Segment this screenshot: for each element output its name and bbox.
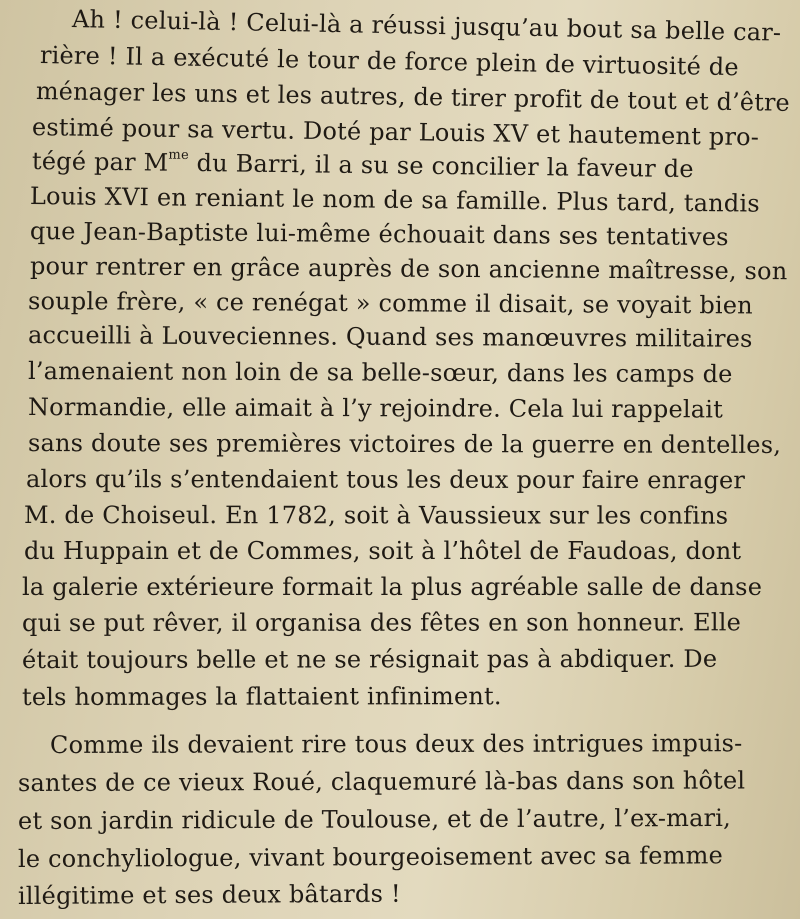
text-line: souple frère, « ce renégat » comme il disait, se voyait bien xyxy=(27,287,753,320)
text-line: et son jardin ridicule de Toulouse, et de l’autre, l’ex-mari, xyxy=(17,803,732,835)
text-line: Ah ! celui-là ! Celui-là a réussi jusqu’au bout sa belle car- xyxy=(71,5,782,47)
text-line: accueilli à Louveciennes. Quand ses manœuvres militaires xyxy=(27,321,753,353)
text-line: ménager les uns et les autres, de tirer profit de tout et d’être xyxy=(35,77,791,117)
text-line xyxy=(32,146,694,184)
text-segment: du Barri, il a su se concilier la faveur de xyxy=(188,148,694,184)
text-line: Normandie, elle aimait à l’y rejoindre. Cela lui rappelait xyxy=(27,393,724,424)
text-line: que Jean-Baptiste lui-même échouait dans ses tentatives xyxy=(29,217,729,252)
text-line: tels hommages la flattaient infiniment. xyxy=(21,682,502,711)
text-line: estimé pour sa vertu. Doté par Louis XV et hautement pro- xyxy=(31,113,760,152)
text-line: santes de ce vieux Roué, claquemuré là-bas dans son hôtel xyxy=(17,766,746,797)
text-line: Comme ils devaient rire tous deux des intrigues impuis- xyxy=(49,729,743,759)
text-segment: tégé par M xyxy=(31,147,169,177)
text-line: illégitime et ses deux bâtards ! xyxy=(17,879,401,910)
text-line: l’amenaient non loin de sa belle-sœur, dans les camps de xyxy=(27,357,733,389)
text-line: du Huppain et de Commes, soit à l’hôtel de Faudoas, dont xyxy=(24,537,742,565)
text-line: rière ! Il a exécuté le tour de force plein de virtuosité de xyxy=(39,41,740,82)
text-line: la galerie extérieure formait la plus agréable salle de danse xyxy=(22,573,763,601)
text-line: M. de Choiseul. En 1782, soit à Vaussieux sur les confins xyxy=(23,501,729,530)
text-line: qui se put rêver, il organisa des fêtes en son honneur. Elle xyxy=(21,608,742,637)
text-line: pour rentrer en grâce auprès de son ancienne maîtresse, son xyxy=(29,252,788,286)
text-line: alors qu’ils s’entendaient tous les deux pour faire enrager xyxy=(25,465,746,495)
text-line: Louis XVI en reniant le nom de sa famille. Plus tard, tandis xyxy=(29,182,760,218)
text-line: le conchyliologue, vivant bourgeoisement avec sa femme xyxy=(17,841,724,873)
superscript: me xyxy=(168,147,189,163)
text-line: sans doute ses premières victoires de la guerre en dentelles, xyxy=(27,429,782,459)
text-line: était toujours belle et ne se résignait pas à abdiquer. De xyxy=(21,644,718,674)
